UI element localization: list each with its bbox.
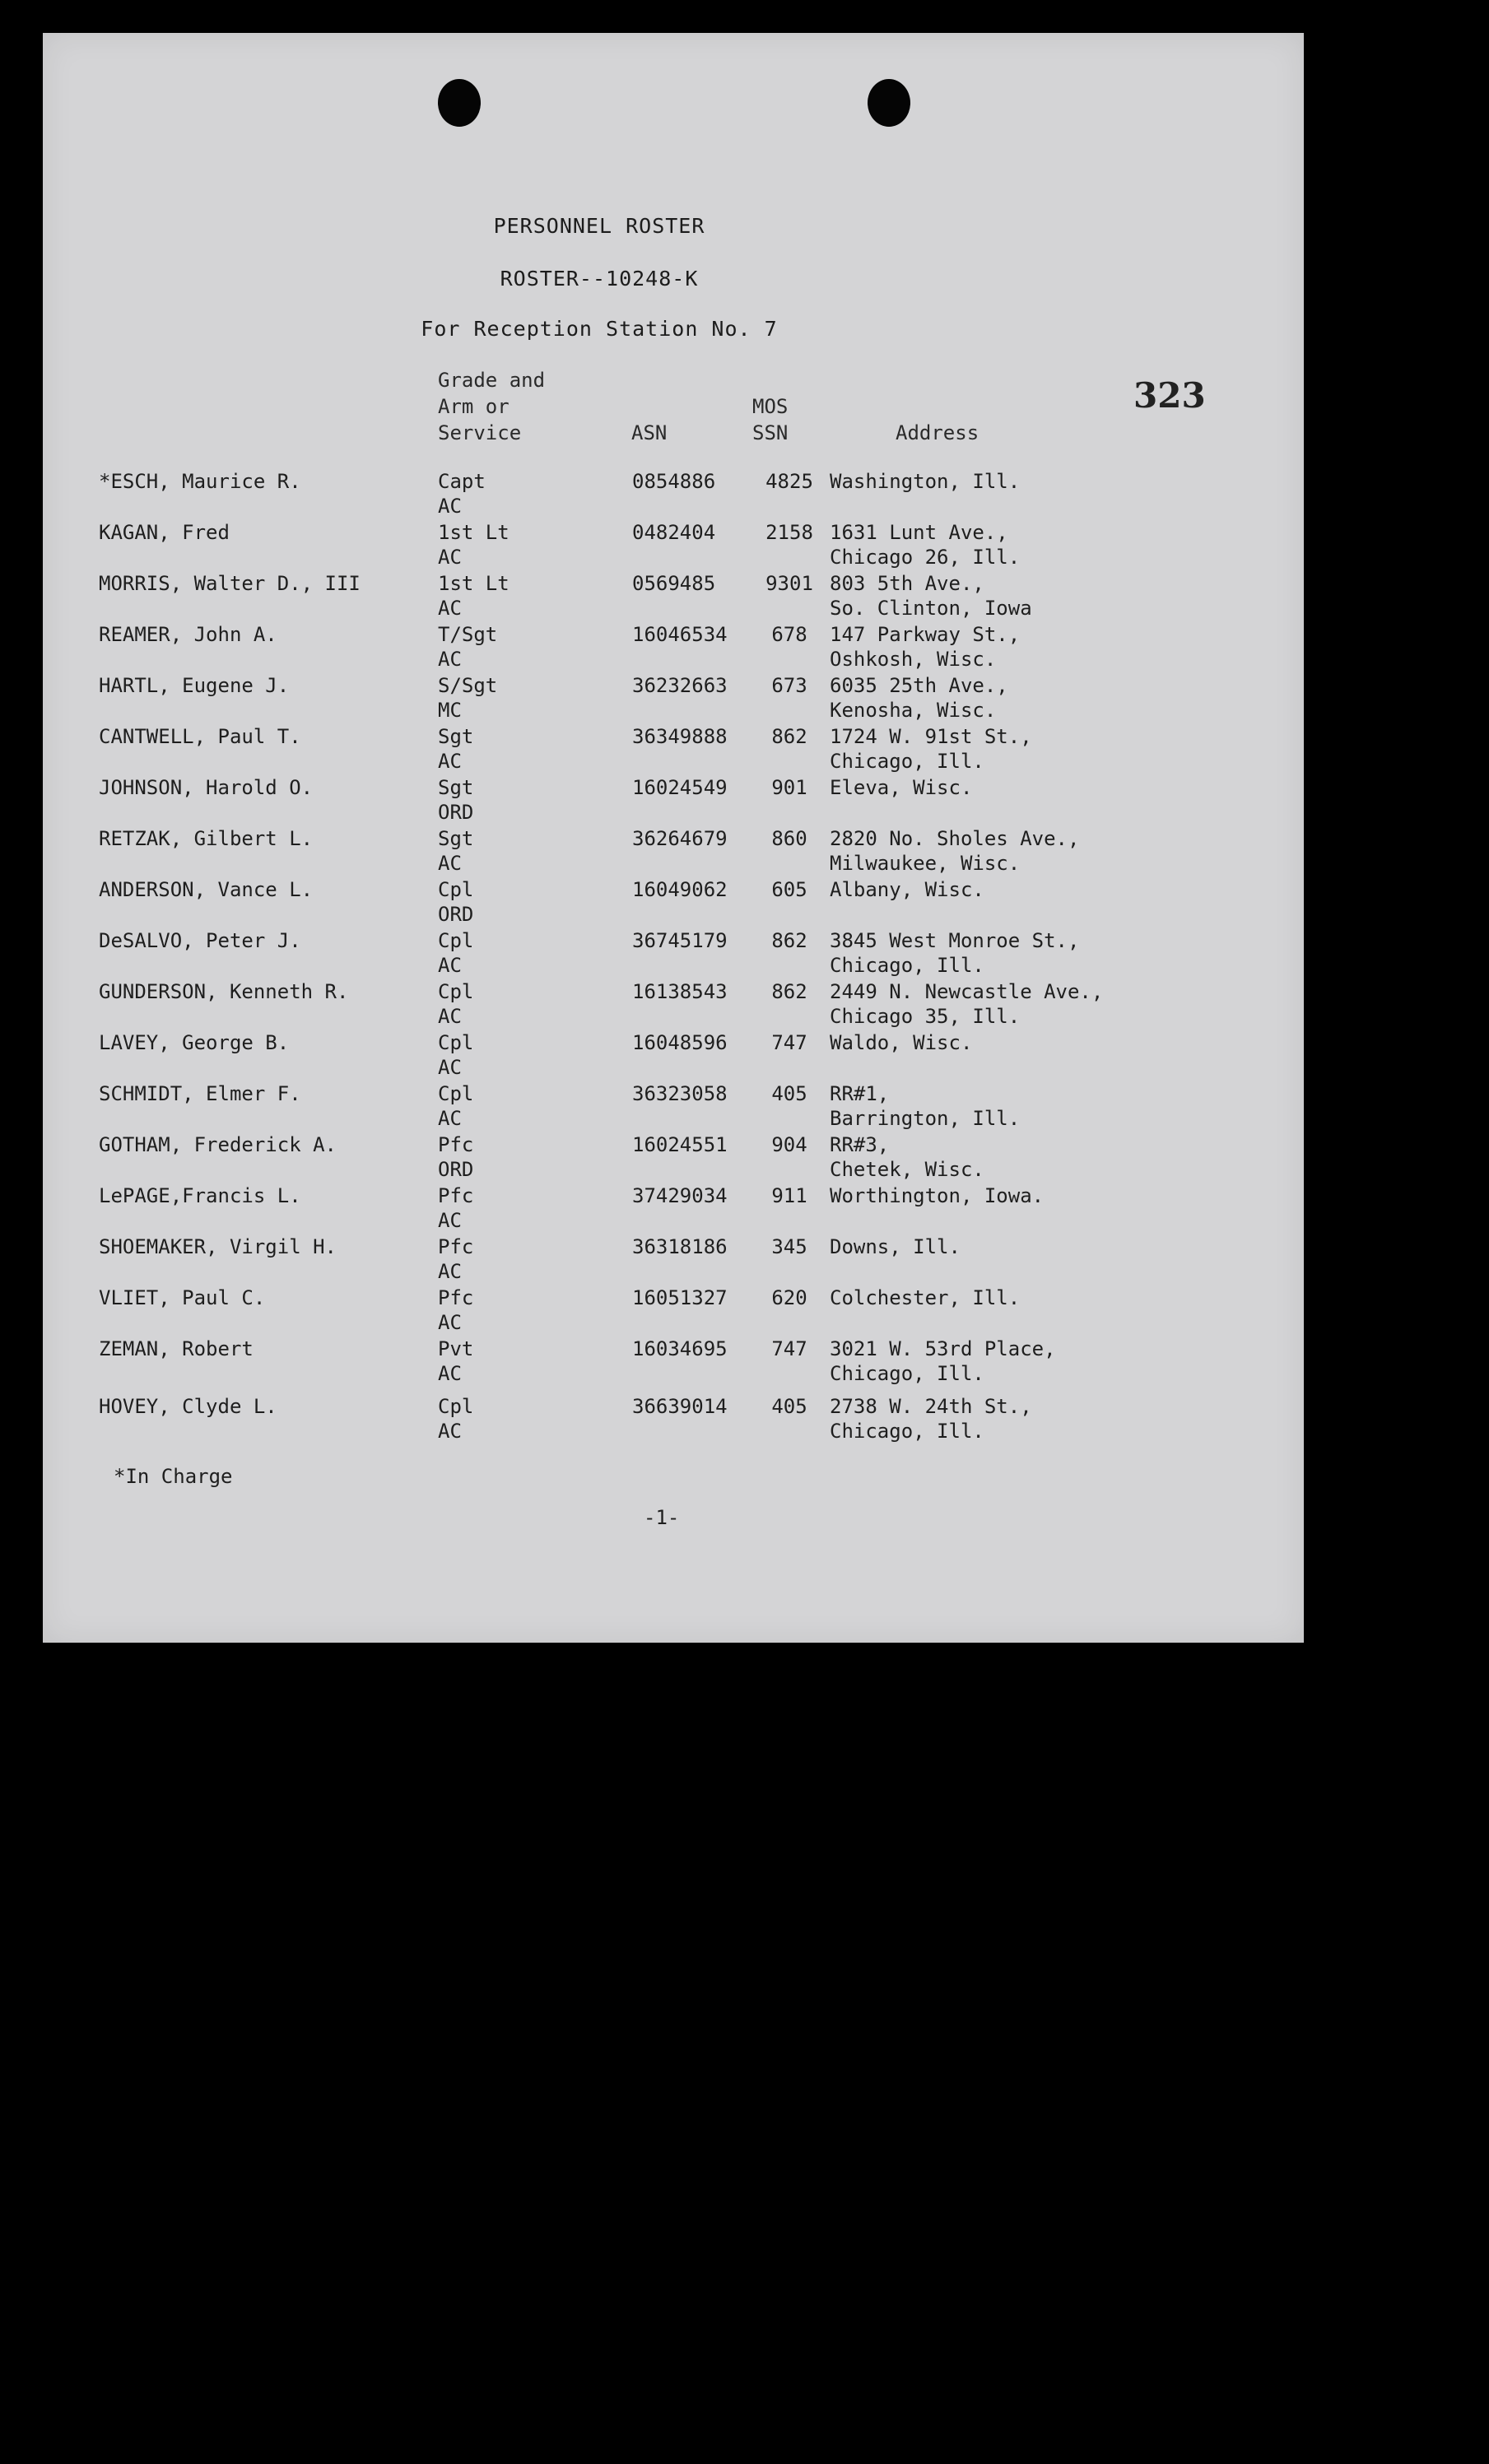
name-cell: GUNDERSON, Kenneth R.: [99, 980, 349, 1003]
mos-cell: 9301: [765, 572, 813, 595]
mos-cell: 2158: [765, 521, 813, 544]
address-cell: 2449 N. Newcastle Ave., Chicago 35, Ill.: [830, 980, 1104, 1028]
name-cell: LePAGE,Francis L.: [99, 1184, 301, 1207]
asn-cell: 0854886: [632, 470, 716, 493]
asn-cell: 36232663: [632, 674, 728, 697]
name-cell: ANDERSON, Vance L.: [99, 878, 314, 901]
mos-cell: 862: [771, 980, 807, 1003]
address-cell: Washington, Ill.: [830, 470, 1021, 493]
grade-cell: 1st Lt AC: [438, 572, 510, 620]
grade-cell: Cpl AC: [438, 1031, 474, 1079]
mos-cell: 901: [771, 776, 807, 799]
address-cell: RR#3, Chetek, Wisc.: [830, 1133, 984, 1181]
grade-cell: Sgt AC: [438, 827, 474, 875]
stamp-number: 323: [1133, 375, 1206, 416]
mos-cell: 911: [771, 1184, 807, 1207]
name-cell: KAGAN, Fred: [99, 521, 230, 544]
table-row: [43, 877, 1304, 928]
address-cell: Colchester, Ill.: [830, 1286, 1021, 1309]
mos-cell: 747: [771, 1337, 807, 1360]
mos-cell: 405: [771, 1395, 807, 1418]
name-cell: LAVEY, George B.: [99, 1031, 290, 1054]
mos-cell: 345: [771, 1235, 807, 1258]
grade-cell: Cpl AC: [438, 980, 474, 1028]
asn-cell: 36745179: [632, 929, 728, 952]
address-cell: 147 Parkway St., Oshkosh, Wisc.: [830, 623, 1021, 671]
grade-cell: Cpl ORD: [438, 878, 474, 926]
address-cell: 803 5th Ave., So. Clinton, Iowa: [830, 572, 1032, 620]
mos-cell: 904: [771, 1133, 807, 1156]
name-cell: VLIET, Paul C.: [99, 1286, 266, 1309]
mos-cell: 862: [771, 929, 807, 952]
address-cell: Albany, Wisc.: [830, 878, 984, 901]
grade-cell: Sgt AC: [438, 725, 474, 773]
table-row: [43, 571, 1304, 622]
asn-cell: 16024551: [632, 1133, 728, 1156]
address-cell: 1631 Lunt Ave., Chicago 26, Ill.: [830, 521, 1021, 569]
table-row: [43, 469, 1304, 520]
grade-cell: Sgt ORD: [438, 776, 474, 824]
page-number: -1-: [644, 1506, 680, 1529]
table-row: [43, 775, 1304, 826]
address-cell: Waldo, Wisc.: [830, 1031, 973, 1054]
name-cell: REAMER, John A.: [99, 623, 277, 646]
name-cell: DeSALVO, Peter J.: [99, 929, 301, 952]
table-row: [43, 724, 1304, 775]
asn-cell: 36318186: [632, 1235, 728, 1258]
name-cell: SCHMIDT, Elmer F.: [99, 1082, 301, 1105]
roster-table: [43, 469, 1304, 1445]
address-cell: 2820 No. Sholes Ave., Milwaukee, Wisc.: [830, 827, 1080, 875]
document-page: [43, 33, 1304, 1643]
name-cell: JOHNSON, Harold O.: [99, 776, 314, 799]
document-title: PERSONNEL ROSTER: [493, 214, 705, 238]
mos-cell: 860: [771, 827, 807, 850]
grade-cell: Pfc ORD: [438, 1133, 474, 1181]
table-row: [43, 520, 1304, 571]
asn-cell: 16024549: [632, 776, 728, 799]
table-row: [43, 1337, 1304, 1388]
table-row: [43, 622, 1304, 673]
table-row: [43, 1285, 1304, 1337]
name-cell: MORRIS, Walter D., III: [99, 572, 361, 595]
asn-cell: 16046534: [632, 623, 728, 646]
name-cell: RETZAK, Gilbert L.: [99, 827, 314, 850]
grade-cell: Pvt AC: [438, 1337, 474, 1385]
address-cell: Eleva, Wisc.: [830, 776, 973, 799]
column-header-address: Address: [896, 421, 979, 444]
table-row: [43, 1081, 1304, 1132]
footnote: *In Charge: [114, 1465, 233, 1488]
table-row: [43, 928, 1304, 979]
address-cell: 1724 W. 91st St., Chicago, Ill.: [830, 725, 1032, 773]
name-cell: ZEMAN, Robert: [99, 1337, 254, 1360]
name-cell: CANTWELL, Paul T.: [99, 725, 301, 748]
address-cell: 3845 West Monroe St., Chicago, Ill.: [830, 929, 1080, 977]
asn-cell: 36323058: [632, 1082, 728, 1105]
name-cell: HOVEY, Clyde L.: [99, 1395, 277, 1418]
address-cell: 2738 W. 24th St., Chicago, Ill.: [830, 1395, 1032, 1443]
grade-cell: Cpl AC: [438, 1395, 474, 1443]
grade-cell: 1st Lt AC: [438, 521, 510, 569]
name-cell: SHOEMAKER, Virgil H.: [99, 1235, 337, 1258]
grade-cell: Capt AC: [438, 470, 486, 518]
asn-cell: 36264679: [632, 827, 728, 850]
mos-cell: 747: [771, 1031, 807, 1054]
table-row: [43, 979, 1304, 1030]
table-row: [43, 1183, 1304, 1234]
address-cell: Downs, Ill.: [830, 1235, 961, 1258]
grade-cell: Cpl AC: [438, 929, 474, 977]
mos-cell: 4825: [765, 470, 813, 493]
asn-cell: 36639014: [632, 1395, 728, 1418]
grade-cell: T/Sgt AC: [438, 623, 498, 671]
grade-cell: Cpl AC: [438, 1082, 474, 1130]
asn-cell: 37429034: [632, 1184, 728, 1207]
table-row: [43, 1234, 1304, 1285]
table-row: [43, 673, 1304, 724]
name-cell: HARTL, Eugene J.: [99, 674, 290, 697]
mos-cell: 673: [771, 674, 807, 697]
table-row: [43, 1030, 1304, 1081]
asn-cell: 0569485: [632, 572, 716, 595]
mos-cell: 605: [771, 878, 807, 901]
table-row: [43, 1394, 1304, 1445]
asn-cell: 16034695: [632, 1337, 728, 1360]
asn-cell: 16049062: [632, 878, 728, 901]
grade-cell: Pfc AC: [438, 1235, 474, 1283]
asn-cell: 16138543: [632, 980, 728, 1003]
address-cell: 6035 25th Ave., Kenosha, Wisc.: [830, 674, 1008, 722]
address-cell: Worthington, Iowa.: [830, 1184, 1045, 1207]
address-cell: 3021 W. 53rd Place, Chicago, Ill.: [830, 1337, 1056, 1385]
roster-id: ROSTER--10248-K: [500, 267, 699, 291]
punch-hole: [868, 79, 910, 127]
asn-cell: 16051327: [632, 1286, 728, 1309]
document-subtitle: For Reception Station No. 7: [421, 317, 778, 341]
column-header-asn: ASN: [631, 421, 668, 444]
grade-cell: S/Sgt MC: [438, 674, 498, 722]
grade-cell: Pfc AC: [438, 1184, 474, 1232]
mos-cell: 678: [771, 623, 807, 646]
table-row: [43, 826, 1304, 877]
table-row: [43, 1132, 1304, 1183]
column-header-mos: MOS SSN: [752, 395, 789, 444]
mos-cell: 405: [771, 1082, 807, 1105]
name-cell: GOTHAM, Frederick A.: [99, 1133, 337, 1156]
grade-cell: Pfc AC: [438, 1286, 474, 1334]
asn-cell: 0482404: [632, 521, 716, 544]
column-header-grade: Grade and Arm or Service: [438, 369, 546, 444]
name-cell: *ESCH, Maurice R.: [99, 470, 301, 493]
mos-cell: 862: [771, 725, 807, 748]
mos-cell: 620: [771, 1286, 807, 1309]
address-cell: RR#1, Barrington, Ill.: [830, 1082, 1021, 1130]
asn-cell: 16048596: [632, 1031, 728, 1054]
asn-cell: 36349888: [632, 725, 728, 748]
punch-hole: [438, 79, 481, 127]
